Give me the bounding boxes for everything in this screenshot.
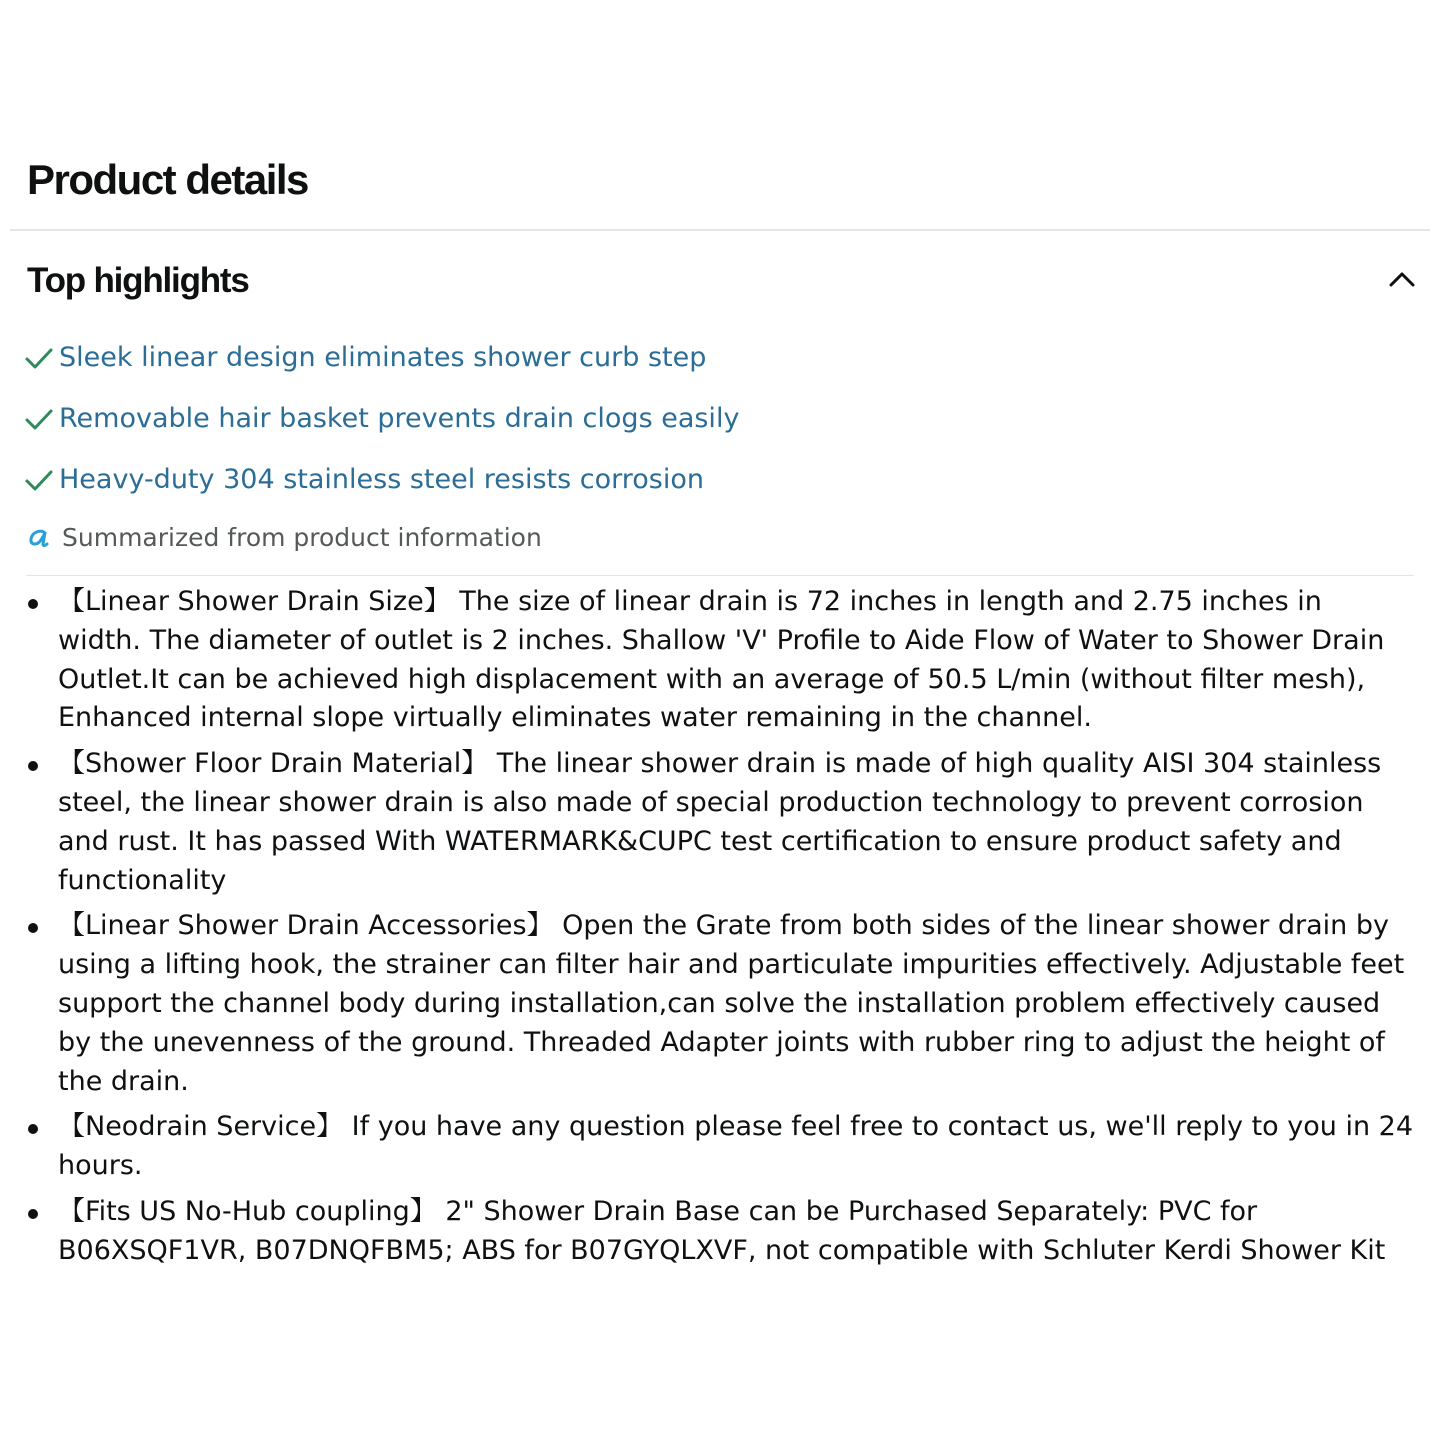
- checkmark-icon: [24, 465, 54, 495]
- about-bullet: [58, 1108, 1413, 1186]
- title-divider: [10, 229, 1430, 231]
- about-bullet: [58, 1193, 1413, 1271]
- about-bullet-text: 【Neodrain Service】 If you have any question please feel free to contact us, we'll reply to you in 24 hours.: [58, 1111, 1413, 1182]
- about-bullet-text: 【Fits US No-Hub coupling】 2" Shower Drain Base can be Purchased Separately: PVC for B06XSQF1VR, B07DNQFBM5; ABS for B07GYQLXVF, not compatible with Schluter Kerdi Shower Kit: [58, 1195, 1386, 1266]
- highlight-text: Sleek linear design eliminates shower curb step: [59, 342, 707, 373]
- highlight-text: Removable hair basket prevents drain clogs easily: [59, 403, 740, 434]
- top-highlights-title: Top highlights: [27, 261, 249, 300]
- about-bullet-text: 【Shower Floor Drain Material】 The linear shower drain is made of high quality AISI 304 stainless steel, the linear shower drain is also made of special production technology to prevent corrosion and rust. It has passed With WATERMARK&CUPC test certification to ensure product safety and functionality: [58, 748, 1382, 896]
- bullet-dot: [28, 599, 38, 609]
- bullet-dot: [28, 923, 38, 933]
- page-title: Product details: [27, 156, 308, 203]
- highlights-list: [24, 327, 739, 510]
- summary-note-text: Summarized from product information: [62, 522, 542, 552]
- highlight-text: Heavy-duty 304 stainless steel resists corrosion: [59, 464, 705, 495]
- bullet-dot: [28, 1124, 38, 1134]
- about-bullet: [58, 583, 1413, 738]
- bullet-dot: [28, 1209, 38, 1219]
- checkmark-icon: [24, 404, 54, 434]
- ai-summary-icon: [26, 524, 52, 550]
- about-bullet-text: 【Linear Shower Drain Accessories】 Open the Grate from both sides of the linear shower drain by using a lifting hook, the strainer can filter hair and particulate impurities effectively. Adjustable feet support the channel body during installation,can solve the installation problem effectively caused by the unevenness of the ground. Threaded Adapter joints with rubber ring to adjust the height of the drain.: [58, 910, 1405, 1097]
- about-bullet: [58, 745, 1413, 900]
- about-bullet: [58, 907, 1413, 1101]
- highlight-item: [24, 449, 739, 510]
- highlight-item: [24, 327, 739, 388]
- checkmark-icon: [24, 343, 54, 373]
- summary-divider: [26, 575, 1414, 576]
- summary-note: [26, 515, 542, 559]
- chevron-up-icon[interactable]: [1386, 264, 1418, 296]
- about-bullet-text: 【Linear Shower Drain Size】 The size of linear drain is 72 inches in length and 2.75 inches in width. The diameter of outlet is 2 inches. Shallow 'V' Profile to Aide Flow of Water to Shower Drain Outlet.It can be achieved high displacement with an average of 50.5 L/min (without filter mesh), Enhanced internal slope virtually eliminates water remaining in the channel.: [58, 586, 1385, 734]
- bullet-dot: [28, 761, 38, 771]
- top-highlights-header[interactable]: [0, 252, 1440, 312]
- highlight-item: [24, 388, 739, 449]
- about-bullets-list: [58, 583, 1413, 1278]
